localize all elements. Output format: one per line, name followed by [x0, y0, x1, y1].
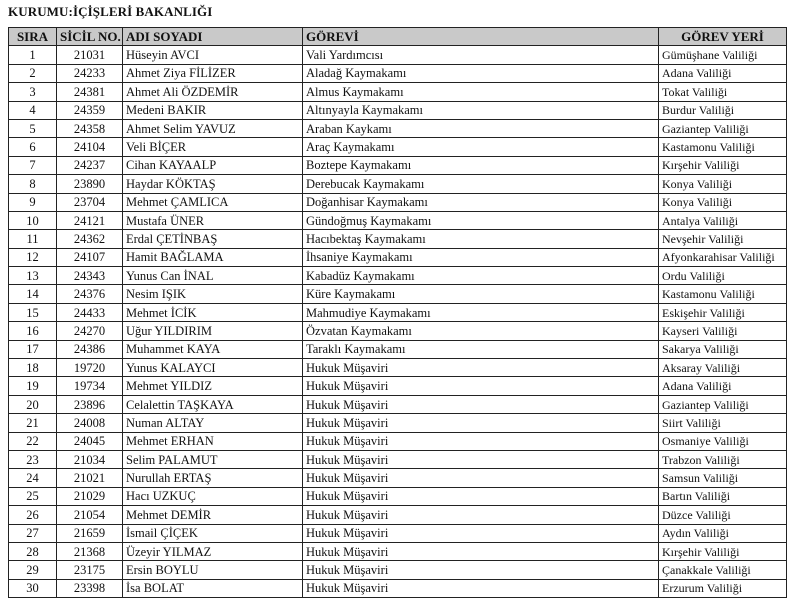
row-sicil: 24386: [57, 340, 123, 358]
table-row: [9, 359, 787, 377]
table-row: [9, 395, 787, 413]
row-sira: 20: [9, 395, 57, 413]
row-gorev-yeri: Osmaniye Valiliği: [659, 432, 787, 450]
row-gorev-yeri: Kastamonu Valiliği: [659, 285, 787, 303]
row-gorevi: Altınyayla Kaymakamı: [303, 101, 659, 119]
row-sicil: 24376: [57, 285, 123, 303]
row-sira: 3: [9, 83, 57, 101]
table-row: [9, 267, 787, 285]
row-adi-soyadi: Mehmet İCİK: [123, 303, 303, 321]
row-sira: 4: [9, 101, 57, 119]
row-gorevi: Hukuk Müşaviri: [303, 450, 659, 468]
row-sira: 9: [9, 193, 57, 211]
row-adi-soyadi: Nurullah ERTAŞ: [123, 469, 303, 487]
header-gorevi: GÖREVİ: [303, 28, 659, 46]
header-sira: SIRA: [9, 28, 57, 46]
table-row: [9, 248, 787, 266]
row-adi-soyadi: Mehmet YILDIZ: [123, 377, 303, 395]
row-gorevi: Hukuk Müşaviri: [303, 506, 659, 524]
row-sira: 13: [9, 267, 57, 285]
row-sira: 1: [9, 46, 57, 64]
table-row: [9, 487, 787, 505]
row-adi-soyadi: Selim PALAMUT: [123, 450, 303, 468]
table-header-row: [9, 28, 787, 46]
table-row: [9, 340, 787, 358]
row-sicil: 24270: [57, 322, 123, 340]
table-row: [9, 450, 787, 468]
institution-caption: KURUMU:İÇİŞLERİ BAKANLIĞI: [8, 4, 213, 19]
row-gorev-yeri: Kayseri Valiliği: [659, 322, 787, 340]
row-sira: 22: [9, 432, 57, 450]
row-gorev-yeri: Aydın Valiliği: [659, 524, 787, 542]
row-sira: 27: [9, 524, 57, 542]
row-sira: 10: [9, 211, 57, 229]
row-adi-soyadi: Ersin BOYLU: [123, 561, 303, 579]
row-gorev-yeri: Eskişehir Valiliği: [659, 303, 787, 321]
row-sicil: 23175: [57, 561, 123, 579]
row-sicil: 24343: [57, 267, 123, 285]
table-row: [9, 138, 787, 156]
header-yer: GÖREV YERİ: [659, 28, 787, 46]
row-sicil: 24104: [57, 138, 123, 156]
row-adi-soyadi: Uğur YILDIRIM: [123, 322, 303, 340]
row-sicil: 23896: [57, 395, 123, 413]
row-sicil: 24008: [57, 414, 123, 432]
row-gorevi: Hukuk Müşaviri: [303, 432, 659, 450]
row-sicil: 23890: [57, 175, 123, 193]
row-gorevi: Hukuk Müşaviri: [303, 359, 659, 377]
appointment-table: [8, 27, 787, 598]
row-sicil: 21031: [57, 46, 123, 64]
row-sicil: 24233: [57, 64, 123, 82]
row-sira: 17: [9, 340, 57, 358]
row-sicil: 24045: [57, 432, 123, 450]
row-adi-soyadi: İsmail ÇİÇEK: [123, 524, 303, 542]
header-sicil: SİCİL NO.: [57, 28, 123, 46]
row-gorevi: Gündoğmuş Kaymakamı: [303, 211, 659, 229]
row-sira: 30: [9, 579, 57, 597]
row-sira: 11: [9, 230, 57, 248]
row-gorevi: Hukuk Müşaviri: [303, 524, 659, 542]
row-sira: 26: [9, 506, 57, 524]
row-gorev-yeri: Kırşehir Valiliği: [659, 156, 787, 174]
row-gorevi: Derebucak Kaymakamı: [303, 175, 659, 193]
row-gorev-yeri: Konya Valiliği: [659, 175, 787, 193]
table-row: [9, 175, 787, 193]
row-adi-soyadi: Celalettin TAŞKAYA: [123, 395, 303, 413]
row-gorevi: Taraklı Kaymakamı: [303, 340, 659, 358]
row-sicil: 23704: [57, 193, 123, 211]
row-sicil: 19720: [57, 359, 123, 377]
row-sira: 28: [9, 542, 57, 560]
row-gorev-yeri: Siirt Valiliği: [659, 414, 787, 432]
table-row: [9, 524, 787, 542]
table-row: [9, 46, 787, 64]
row-sira: 14: [9, 285, 57, 303]
row-sira: 24: [9, 469, 57, 487]
row-sicil: 21368: [57, 542, 123, 560]
row-gorev-yeri: Erzurum Valiliği: [659, 579, 787, 597]
table-row: [9, 432, 787, 450]
row-adi-soyadi: Hacı UZKUÇ: [123, 487, 303, 505]
row-sicil: 24121: [57, 211, 123, 229]
row-adi-soyadi: Hamit BAĞLAMA: [123, 248, 303, 266]
row-adi-soyadi: Cihan KAYAALP: [123, 156, 303, 174]
row-gorev-yeri: Tokat Valiliği: [659, 83, 787, 101]
row-gorevi: Özvatan Kaymakamı: [303, 322, 659, 340]
row-sira: 15: [9, 303, 57, 321]
row-gorev-yeri: Gaziantep Valiliği: [659, 395, 787, 413]
table-row: [9, 377, 787, 395]
row-gorev-yeri: Sakarya Valiliği: [659, 340, 787, 358]
row-sira: 23: [9, 450, 57, 468]
row-gorevi: Vali Yardımcısı: [303, 46, 659, 64]
row-sicil: 23398: [57, 579, 123, 597]
row-sira: 21: [9, 414, 57, 432]
row-sira: 18: [9, 359, 57, 377]
table-row: [9, 542, 787, 560]
row-adi-soyadi: Yunus KALAYCI: [123, 359, 303, 377]
row-adi-soyadi: Veli BİÇER: [123, 138, 303, 156]
table-row: [9, 119, 787, 137]
row-gorevi: Doğanhisar Kaymakamı: [303, 193, 659, 211]
row-adi-soyadi: Mehmet ÇAMLICA: [123, 193, 303, 211]
table-row: [9, 64, 787, 82]
row-sicil: 21029: [57, 487, 123, 505]
row-sira: 2: [9, 64, 57, 82]
row-adi-soyadi: Numan ALTAY: [123, 414, 303, 432]
row-gorev-yeri: Konya Valiliği: [659, 193, 787, 211]
row-adi-soyadi: Mehmet DEMİR: [123, 506, 303, 524]
row-adi-soyadi: Üzeyir YILMAZ: [123, 542, 303, 560]
row-sicil: 21034: [57, 450, 123, 468]
row-gorev-yeri: Çanakkale Valiliği: [659, 561, 787, 579]
row-gorevi: Küre Kaymakamı: [303, 285, 659, 303]
row-gorevi: Almus Kaymakamı: [303, 83, 659, 101]
row-adi-soyadi: Ahmet Ali ÖZDEMİR: [123, 83, 303, 101]
row-gorev-yeri: Ordu Valiliği: [659, 267, 787, 285]
row-sicil: 24107: [57, 248, 123, 266]
table-row: [9, 101, 787, 119]
row-gorev-yeri: Aksaray Valiliği: [659, 359, 787, 377]
row-sicil: 24433: [57, 303, 123, 321]
row-gorev-yeri: Adana Valiliği: [659, 64, 787, 82]
row-sicil: 24237: [57, 156, 123, 174]
row-sicil: 24358: [57, 119, 123, 137]
row-gorevi: Hacıbektaş Kaymakamı: [303, 230, 659, 248]
table-row: [9, 579, 787, 597]
row-sira: 25: [9, 487, 57, 505]
row-gorev-yeri: Samsun Valiliği: [659, 469, 787, 487]
row-adi-soyadi: İsa BOLAT: [123, 579, 303, 597]
row-sira: 12: [9, 248, 57, 266]
row-adi-soyadi: Mustafa ÜNER: [123, 211, 303, 229]
row-gorev-yeri: Bartın Valiliği: [659, 487, 787, 505]
row-sicil: 21659: [57, 524, 123, 542]
table-row: [9, 83, 787, 101]
row-sira: 19: [9, 377, 57, 395]
row-adi-soyadi: Nesim IŞIK: [123, 285, 303, 303]
row-adi-soyadi: Erdal ÇETİNBAŞ: [123, 230, 303, 248]
row-sira: 5: [9, 119, 57, 137]
row-sira: 16: [9, 322, 57, 340]
row-sira: 7: [9, 156, 57, 174]
row-gorevi: Hukuk Müşaviri: [303, 561, 659, 579]
row-adi-soyadi: Muhammet KAYA: [123, 340, 303, 358]
row-gorev-yeri: Kastamonu Valiliği: [659, 138, 787, 156]
row-gorev-yeri: Nevşehir Valiliği: [659, 230, 787, 248]
row-sicil: 21054: [57, 506, 123, 524]
row-gorev-yeri: Burdur Valiliği: [659, 101, 787, 119]
row-sira: 29: [9, 561, 57, 579]
header-adi: ADI SOYADI: [123, 28, 303, 46]
table-row: [9, 193, 787, 211]
row-gorevi: Boztepe Kaymakamı: [303, 156, 659, 174]
row-adi-soyadi: Ahmet Selim YAVUZ: [123, 119, 303, 137]
row-gorevi: Aladağ Kaymakamı: [303, 64, 659, 82]
row-gorevi: Hukuk Müşaviri: [303, 487, 659, 505]
row-gorevi: Hukuk Müşaviri: [303, 542, 659, 560]
row-sira: 6: [9, 138, 57, 156]
row-sicil: 19734: [57, 377, 123, 395]
row-sicil: 24359: [57, 101, 123, 119]
table-row: [9, 561, 787, 579]
row-gorevi: İhsaniye Kaymakamı: [303, 248, 659, 266]
row-gorev-yeri: Gaziantep Valiliği: [659, 119, 787, 137]
row-adi-soyadi: Haydar KÖKTAŞ: [123, 175, 303, 193]
row-gorev-yeri: Afyonkarahisar Valiliği: [659, 248, 787, 266]
table-row: [9, 230, 787, 248]
table-row: [9, 303, 787, 321]
row-gorevi: Hukuk Müşaviri: [303, 414, 659, 432]
row-adi-soyadi: Mehmet ERHAN: [123, 432, 303, 450]
table-row: [9, 506, 787, 524]
table-row: [9, 322, 787, 340]
row-adi-soyadi: Medeni BAKIR: [123, 101, 303, 119]
table-row: [9, 285, 787, 303]
row-sicil: 24362: [57, 230, 123, 248]
row-gorev-yeri: Trabzon Valiliği: [659, 450, 787, 468]
table-body: [9, 46, 787, 598]
row-adi-soyadi: Ahmet Ziya FİLİZER: [123, 64, 303, 82]
row-sicil: 21021: [57, 469, 123, 487]
table-row: [9, 414, 787, 432]
row-gorevi: Araban Kaykamı: [303, 119, 659, 137]
row-adi-soyadi: Hüseyin AVCI: [123, 46, 303, 64]
row-gorev-yeri: Adana Valiliği: [659, 377, 787, 395]
table-row: [9, 211, 787, 229]
row-gorev-yeri: Gümüşhane Valiliği: [659, 46, 787, 64]
table-row: [9, 156, 787, 174]
table-row: [9, 469, 787, 487]
row-adi-soyadi: Yunus Can İNAL: [123, 267, 303, 285]
row-gorevi: Kabadüz Kaymakamı: [303, 267, 659, 285]
row-gorevi: Hukuk Müşaviri: [303, 377, 659, 395]
row-gorev-yeri: Antalya Valiliği: [659, 211, 787, 229]
row-gorevi: Hukuk Müşaviri: [303, 395, 659, 413]
row-sicil: 24381: [57, 83, 123, 101]
row-gorevi: Hukuk Müşaviri: [303, 579, 659, 597]
row-gorev-yeri: Kırşehir Valiliği: [659, 542, 787, 560]
row-sira: 8: [9, 175, 57, 193]
row-gorevi: Araç Kaymakamı: [303, 138, 659, 156]
row-gorevi: Hukuk Müşaviri: [303, 469, 659, 487]
row-gorev-yeri: Düzce Valiliği: [659, 506, 787, 524]
row-gorevi: Mahmudiye Kaymakamı: [303, 303, 659, 321]
